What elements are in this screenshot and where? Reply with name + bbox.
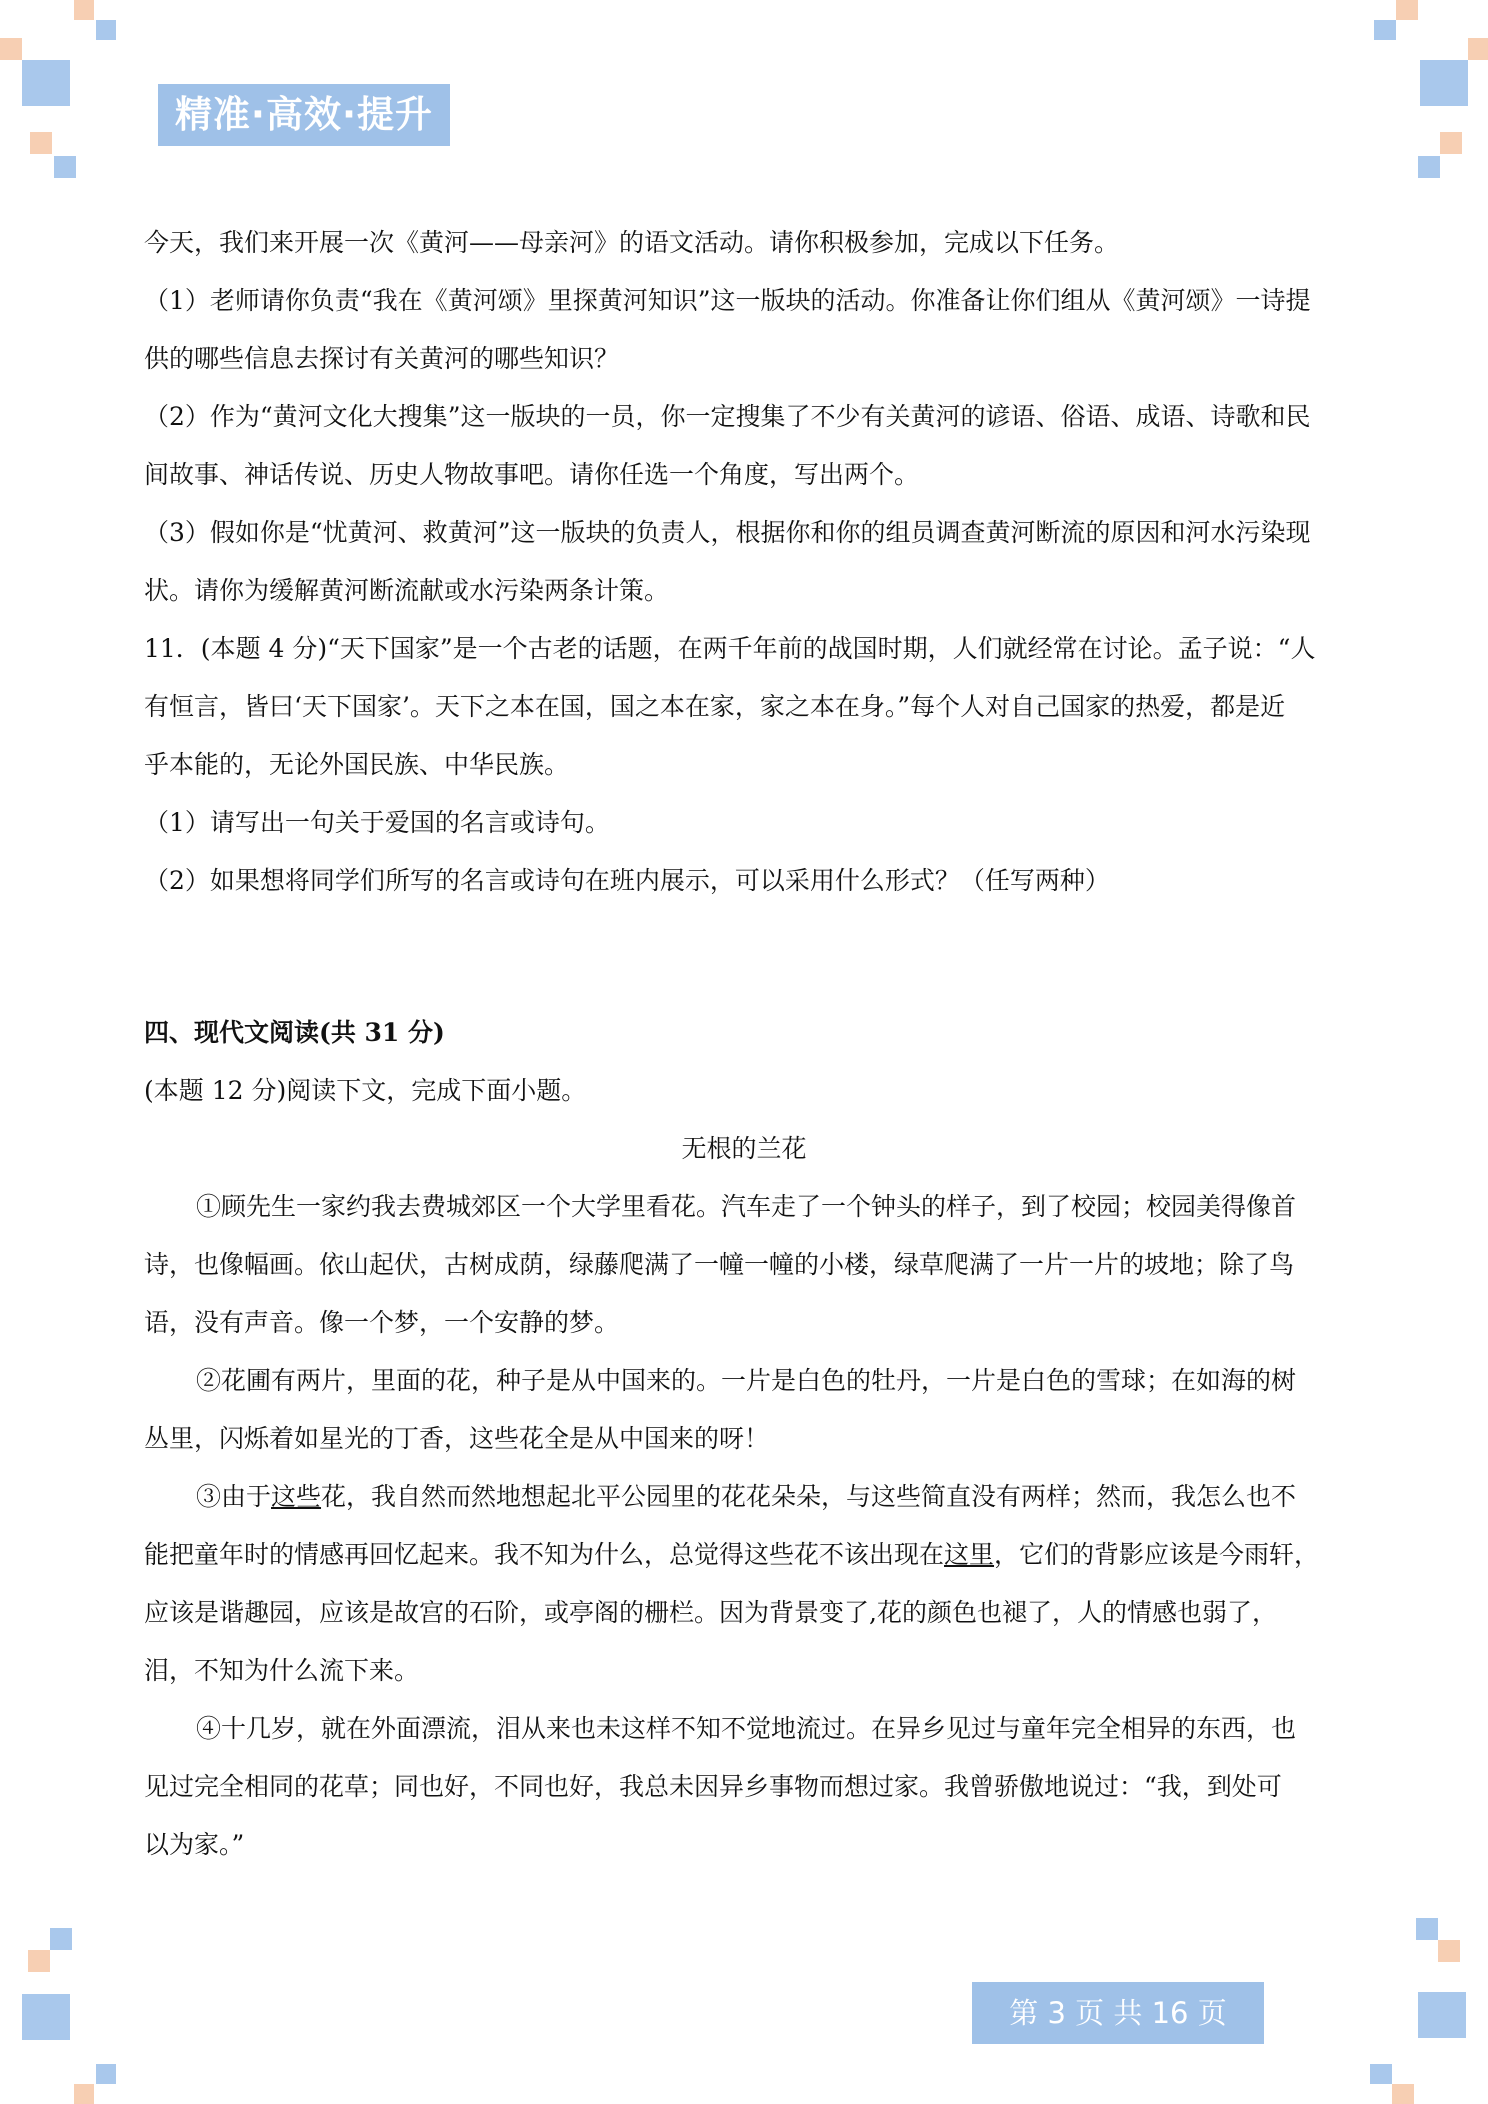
paragraph-3-line3: 应该是谐趣园，应该是故宫的石阶，或亭阁的栅栏。因为背景变了,花的颜色也褪了，人的情感也弱了， [144,1598,1277,1627]
intro-text: 今天，我们来开展一次《黄河——母亲河》的语文活动。请你积极参加，完成以下任务。 [144,228,1120,257]
paragraph-4-line2: 见过完全相同的花草；同也好，不同也好，我总未因异乡事物而想过家。我曾骄傲地说过：“我，到处可 [144,1772,1282,1801]
q11-line2: 有恒言，皆曰‘天下国家’。天下之本在国，国之本在家，家之本在身。”每个人对自己国家的热爱，都是近 [144,692,1286,721]
q11-line3: 乎本能的，无论外国民族、中华民族。 [144,750,570,779]
paragraph-2-line1: ②花圃有两片，里面的花，种子是从中国来的。一片是白色的牡丹，一片是白色的雪球；在如海的树 [196,1366,1297,1395]
underlined-phrase: 这些 [271,1482,322,1511]
page-number: 第 3 页 共 16 页 [972,1982,1264,2044]
q11-sub1: （1）请写出一句关于爱国的名言或诗句。 [144,808,610,837]
paragraph-3-line4: 泪，不知为什么流下来。 [144,1656,420,1685]
section-instruction: (本题 12 分)阅读下文，完成下面小题。 [144,1076,587,1105]
paragraph-1-line2: 诗，也像幅画。依山起伏，古树成荫，绿藤爬满了一幢一幢的小楼，绿草爬满了一片一片的坡地；除了鸟 [144,1250,1295,1279]
q11-sub2: （2）如果想将同学们所写的名言或诗句在班内展示，可以采用什么形式？（任写两种） [144,866,1110,895]
q10-2-line1: （2）作为“黄河文化大搜集”这一版块的一员，你一定搜集了不少有关黄河的谚语、俗语、成语、诗歌和民 [144,402,1311,431]
paragraph-3-line2: 能把童年时的情感再回忆起来。我不知为什么，总觉得这些花不该出现在这里，它们的背影应该是今雨轩， [144,1540,1320,1569]
q10-3-line1: （3）假如你是“忧黄河、救黄河”这一版块的负责人，根据你和你的组员调查黄河断流的原因和河水污染现 [144,518,1311,547]
q10-3-line2: 状。请你为缓解黄河断流献或水污染两条计策。 [144,576,670,605]
q11-line1: 11．(本题 4 分)“天下国家”是一个古老的话题，在两千年前的战国时期，人们就经常在讨论。孟子说：“人 [144,634,1316,663]
paragraph-2-line2: 丛里，闪烁着如星光的丁香，这些花全是从中国来的呀！ [144,1424,770,1453]
article-title: 无根的兰花 [681,1134,807,1163]
paragraph-4-line3: 以为家。” [144,1830,245,1859]
paragraph-1-line3: 语，没有声音。像一个梦，一个安静的梦。 [144,1308,620,1337]
paragraph-1-line1: ①顾先生一家约我去费城郊区一个大学里看花。汽车走了一个钟头的样子，到了校园；校园美得像首 [196,1192,1297,1221]
section-title: 四、现代文阅读(共 31 分) [144,1018,445,1047]
q10-2-line2: 间故事、神话传说、历史人物故事吧。请你任选一个角度，写出两个。 [144,460,920,489]
underlined-phrase: 这里 [944,1540,995,1569]
q10-1-line2: 供的哪些信息去探讨有关黄河的哪些知识？ [144,344,620,373]
q10-1-line1: （1）老师请你负责“我在《黄河颂》里探黄河知识”这一版块的活动。你准备让你们组从《黄河颂》一诗提 [144,286,1311,315]
page-content [144,214,1344,1874]
paragraph-3-line1: ③由于这些花，我自然而然地想起北平公园里的花花朵朵，与这些简直没有两样；然而，我怎么也不 [196,1482,1297,1511]
paragraph-4-line1: ④十几岁，就在外面漂流，泪从来也未这样不知不觉地流过。在异乡见过与童年完全相异的东西，也 [196,1714,1297,1743]
header-badge: 精准·高效·提升 [158,84,450,146]
